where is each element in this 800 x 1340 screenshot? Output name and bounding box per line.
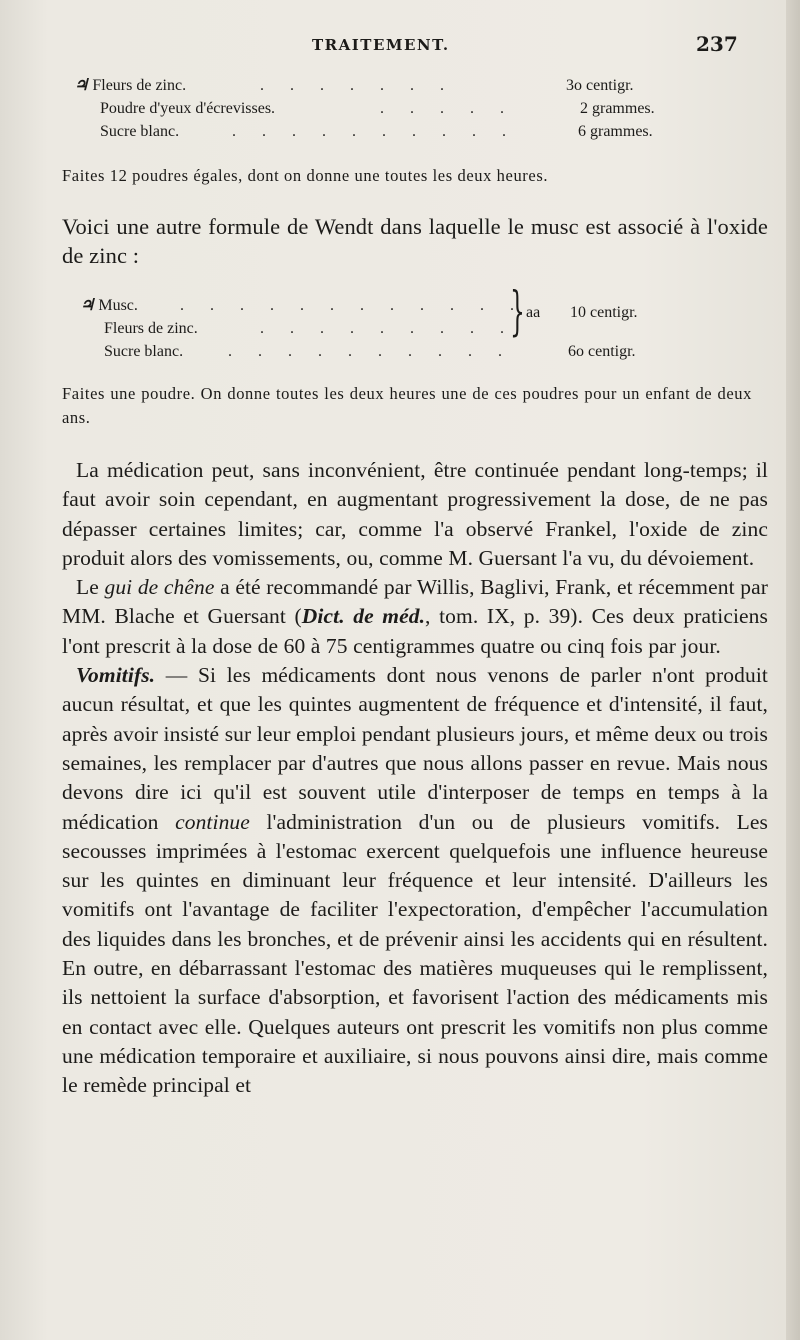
formula-one (70, 74, 730, 143)
ingredient: Sucre blanc. (100, 123, 180, 140)
leader-dots: . . . . . . . . . (260, 320, 515, 337)
running-head: TRAITEMENT. (312, 36, 450, 54)
leader-dots: . . . . . . . . . . . . (180, 297, 525, 314)
leader-dots: . . . . . . . (260, 77, 455, 94)
quantity: 6o centigr. (568, 343, 636, 360)
page-spine-edge (786, 0, 800, 1340)
quantity: 6 grammes. (578, 123, 653, 140)
body-text (62, 456, 768, 1101)
ingredient: Musc. (98, 297, 138, 314)
section-heading: Vomitifs. (76, 663, 156, 688)
jupiter-symbol-icon: ♃ (80, 297, 95, 314)
formula-two (70, 282, 730, 363)
ingredient: Fleurs de zinc. (92, 77, 187, 94)
paragraph: Vomitifs. — Si les médicaments dont nous venons de parler n'ont produit aucun résultat, et que les quintes augmentent de fréquence et d'intensité, il faut, après avoir insisté sur leur emploi pendant plusieurs jours, et même deux ou trois semaines, les remplacer par d'autres que nous allons passer en revue. Mais nous devons dire ici qu'il est souvent utile d'interposer de temps en temps à la médication continue l'administration d'un ou de plusieurs vomitifs. Les secousses imprimées à l'estomac exercent quelquefois une influence heureuse sur les quintes en diminuant leur fréquence et leur intensité. D'ailleurs les vomitifs ont l'avantage de faciliter l'expectoration, d'empêcher l'accumulation des liquides dans les bronches, et de prévenir ainsi les accidents qui en résultent. En outre, en débarrassant l'estomac des matières muqueuses qui le remplissent, ils nettoient la surface d'absorption, et favorisent l'action des médicaments mis en contact avec elle. Quelques auteurs ont prescrit les vomitifs non plus comme une médication temporaire et auxiliaire, si nous pouvons ainsi dire, mais comme le remède principal et (62, 663, 768, 1098)
ingredient: Poudre d'yeux d'écrevisses. (100, 100, 276, 117)
italic-term: gui de chêne (104, 575, 215, 600)
reference-title: Dict. de méd. (301, 604, 426, 629)
paragraph: La médication peut, sans inconvénient, être continuée pendant long-temps; il faut avoir soin cependant, en augmentant progressivement la dose, de ne pas dépasser certaines limites; car, comme l'a observé Frankel, l'oxide de zinc produit alors des vomissements, ou, comme M. Guersant l'a vu, du dévoiement. (62, 458, 768, 570)
formula-line (70, 97, 730, 120)
formula-one-instruction: Faites 12 poudres égales, dont on donne une toutes les deux heures. (62, 166, 549, 185)
brace-icon: } (510, 282, 525, 342)
paragraph: Le gui de chêne a été recommandé par Willis, Baglivi, Frank, et récemment par MM. Blache et Guersant (Dict. de méd., tom. IX, p. 39). Ces deux praticiens l'ont prescrit à la dose de 60 à 75 centigrammes quatre ou cinq fois par jour. (62, 575, 768, 658)
page-header (0, 32, 800, 60)
ingredient: Fleurs de zinc. (104, 320, 198, 337)
italic-term: continue (175, 809, 250, 834)
quantity: 2 grammes. (580, 100, 655, 117)
leader-dots: . . . . . . . . . . (228, 343, 513, 360)
ingredient: Sucre blanc. (104, 343, 184, 360)
shared-quantity: 10 centigr. (570, 304, 638, 321)
page-number: 237 (696, 32, 738, 56)
quantity: 3o centigr. (566, 77, 634, 94)
leader-dots: . . . . . (380, 100, 515, 117)
formula-intro: Voici une autre formule de Wendt dans laquelle le musc est associé à l'oxide de zinc : (62, 214, 768, 268)
shared-label: aa (526, 304, 541, 321)
formula-line (70, 120, 730, 143)
jupiter-symbol-icon: ♃ (74, 77, 89, 94)
leader-dots: . . . . . . . . . . (232, 123, 517, 140)
formula-line (70, 74, 730, 97)
formula-line (70, 340, 730, 363)
formula-two-instruction: Faites une poudre. On donne toutes les deux heures une de ces poudres pour un enfant de deux ans. (62, 384, 752, 427)
